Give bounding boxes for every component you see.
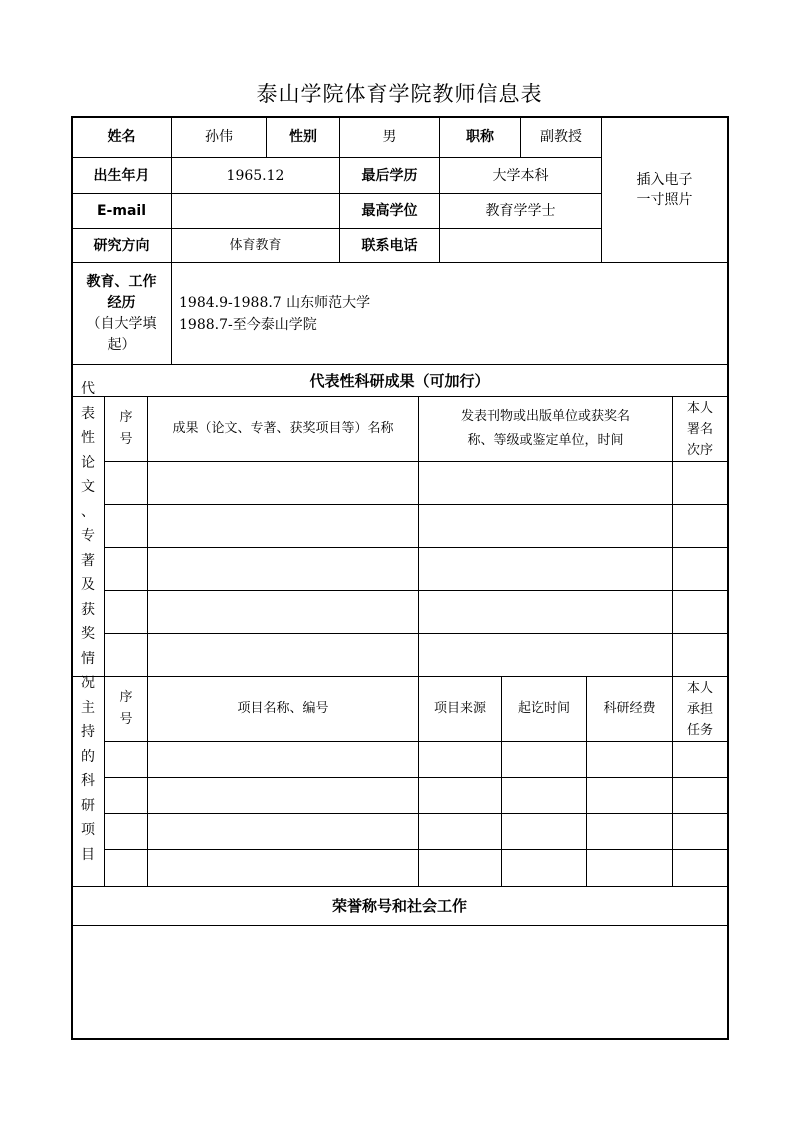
project-row-2[interactable] — [148, 778, 418, 813]
project-row-1[interactable] — [148, 742, 418, 777]
achievement-row-5[interactable] — [148, 634, 418, 676]
projects-col-period: 起讫时间 — [517, 701, 570, 716]
email-label: E-mail — [96, 203, 146, 219]
experience-label-line2: 经历 — [107, 294, 136, 311]
education-value[interactable]: 大学本科 — [492, 167, 549, 184]
page-title: 泰山学院体育学院教师信息表 — [256, 82, 543, 106]
project-row-4[interactable] — [148, 850, 418, 886]
experience-entry: 1988.7-至今泰山学院 — [179, 317, 317, 333]
projects-col-seq: 序 号 — [119, 690, 133, 727]
research-section-header: 代表性科研成果（可加行） — [309, 371, 490, 390]
experience-label — [72, 263, 171, 364]
achievements-side-label: 代 表 性 论 文 、 专 著 及 获 奖 情 况 — [81, 381, 95, 692]
achievement-row-4[interactable] — [148, 591, 418, 633]
gender-value[interactable]: 男 — [382, 129, 397, 145]
photo-label-line2: 一寸照片 — [636, 191, 693, 208]
projects-col-source: 项目来源 — [433, 701, 486, 716]
rank-value[interactable]: 副教授 — [540, 129, 582, 145]
achievement-row-2[interactable] — [148, 505, 418, 547]
research-label: 研究方向 — [93, 237, 150, 254]
birth-value[interactable]: 1965.12 — [226, 167, 285, 184]
birth-label: 出生年月 — [93, 167, 150, 184]
achievements-col-rank: 本人 署名 次序 — [686, 400, 713, 458]
honors-content-area[interactable] — [73, 926, 727, 1038]
education-label: 最后学历 — [361, 167, 418, 184]
achievements-col-name: 成果（论文、专著、获奖项目等）名称 — [172, 421, 394, 436]
projects-side-label: 主 持 的 科 研 项 目 — [81, 699, 95, 863]
research-value[interactable]: 体育教育 — [229, 237, 282, 253]
degree-value[interactable]: 教育学学士 — [485, 203, 556, 219]
honors-section-header: 荣誉称号和社会工作 — [331, 897, 467, 915]
photo-placeholder[interactable] — [602, 117, 727, 262]
rank-label: 职称 — [466, 129, 494, 145]
experience-label-line3: （自大学填 — [86, 315, 157, 332]
project-row-3[interactable] — [148, 814, 418, 849]
gender-label: 性别 — [289, 129, 317, 145]
projects-col-role: 本人 承担 任务 — [686, 680, 713, 738]
name-label: 姓名 — [107, 129, 136, 145]
phone-value[interactable] — [440, 229, 601, 262]
name-value[interactable]: 孙伟 — [205, 129, 233, 145]
achievements-col-seq: 序 号 — [119, 410, 133, 447]
projects-col-funding: 科研经费 — [603, 701, 656, 716]
phone-label: 联系电话 — [361, 237, 418, 254]
projects-col-name: 项目名称、编号 — [237, 701, 329, 716]
achievement-row-3[interactable] — [148, 548, 418, 590]
experience-entries[interactable] — [179, 292, 719, 336]
achievements-col-publication: 发表刊物或出版单位或获奖名 称、等级或鉴定单位，时间 — [460, 409, 630, 448]
email-value[interactable] — [172, 194, 339, 228]
photo-label-line1: 插入电子 — [636, 171, 693, 188]
experience-entry: 1984.9-1988.7 山东师范大学 — [179, 295, 371, 311]
degree-label: 最高学位 — [361, 203, 418, 219]
achievement-row-1[interactable] — [148, 462, 418, 504]
experience-label-line1: 教育、工作 — [86, 273, 157, 290]
experience-label-line4: 起） — [107, 336, 136, 353]
